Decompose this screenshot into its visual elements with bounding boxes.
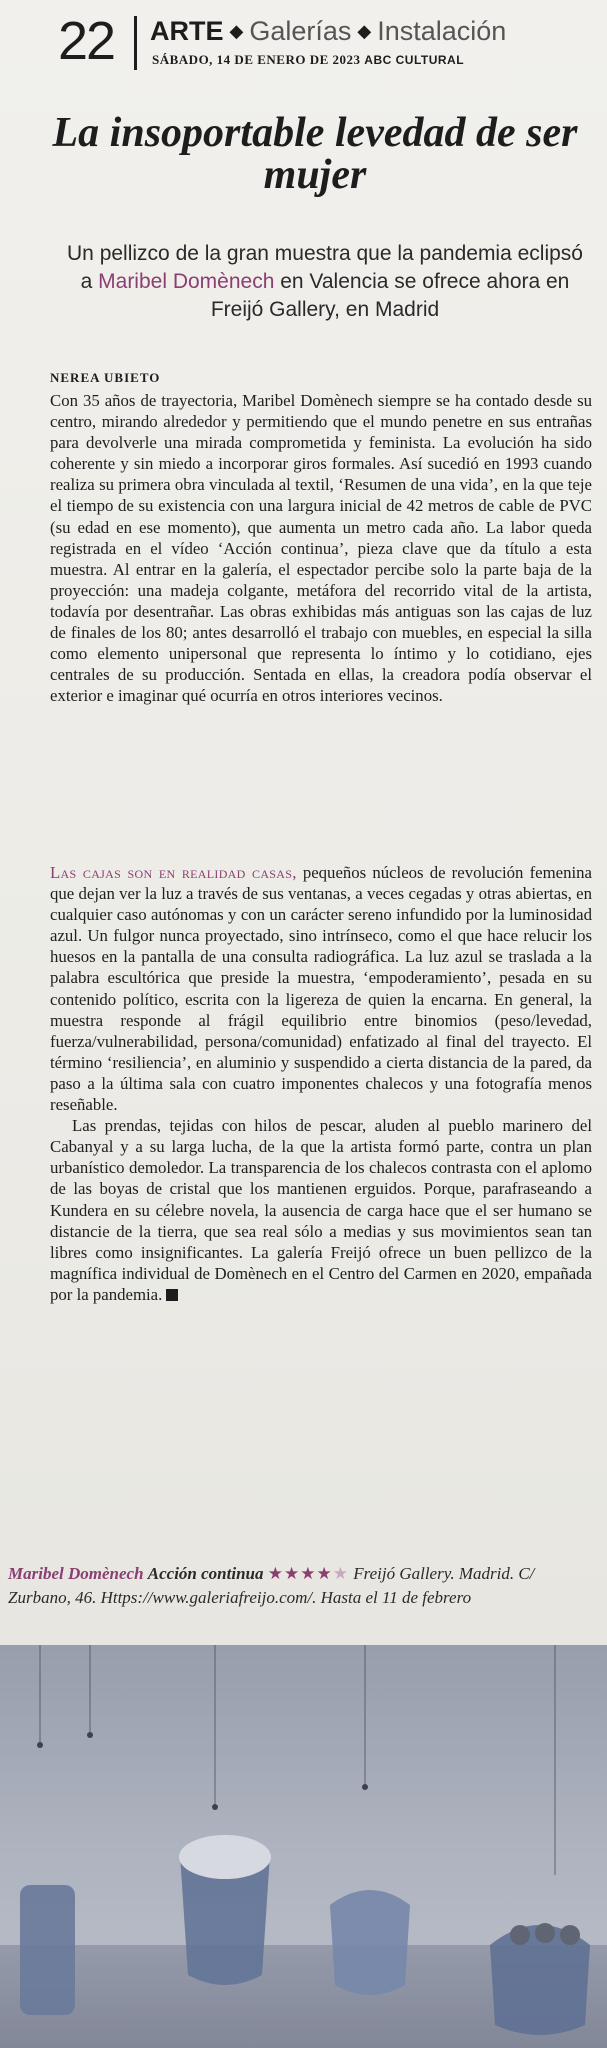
paragraph-body: Las prendas, tejidas con hilos de pescar, aluden al pueblo marinero del Cabanyal y a su larga lucha, de la que la artista formó parte, contra un plan urbanístico demoledor. La transparencia de los chalecos contrasta con el aplomo de las boyas de cristal que los mantienen erguidos. Porque, parafraseando a Kundera en su célebre novela, la ausencia de carga hace que el ser humano se distancie de la tierra, que sea real sólo a medias y sus movimientos sean tan libres como insignificantes. La galería Freijó ofrece un buen pellizco de la magnífica individual de Domènech en el Centro del Carmen en 2020, empañada por la pandemia. bbox=[50, 1116, 592, 1304]
exhibition-photo-icon bbox=[0, 1645, 607, 2048]
date-text: SÁBADO, 14 DE ENERO DE 2023 bbox=[152, 52, 361, 67]
subtitle-part-1: Un pellizco de la gran muestra que la pandemia eclipsó a bbox=[67, 242, 583, 293]
section-label: ARTE bbox=[150, 16, 224, 46]
section-labels bbox=[150, 16, 506, 46]
headline: La insoportable levedad de ser mujer bbox=[52, 110, 578, 198]
info-artist: Maribel Domènech bbox=[8, 1564, 144, 1583]
end-of-article-mark-icon bbox=[166, 1289, 178, 1301]
dateline bbox=[152, 52, 464, 68]
page-header bbox=[58, 12, 607, 74]
exhibition-info bbox=[8, 1562, 593, 1610]
info-details: Freijó Gallery. Madrid. C/ Zurbano, 46. Https://www.galeriafreijo.com/. Hasta el 11 de febrero bbox=[8, 1564, 535, 1607]
rating-star-off-icon: ★ bbox=[332, 1564, 349, 1583]
header-rule bbox=[134, 16, 137, 70]
paragraph-text bbox=[50, 862, 592, 1115]
diamond-separator-icon: ◆ bbox=[229, 21, 244, 41]
subsection-label-2: Instalación bbox=[377, 16, 507, 46]
paragraph-body: pequeños núcleos de revolución femenina que dejan ver la luz a través de sus ventanas, a veces cegadas y otras abiertas, en cualquier caso autónomas y con un carácter sereno infundido por la luminosidad azul. Un fulgor nunca proyectado, sino intrínseco, como el que hace relucir los huesos en la pantalla de una consulta radiográfica. La luz azul se traslada a la palabra escultórica que preside la muestra, ‘empoderamiento’, pesada en su contenido político, escrita con la ligereza de quien la encarna. En general, la muestra responde al frágil equilibrio entre binomios (peso/levedad, fuerza/vulnerabilidad, persona/comunidad) enfatizado al final del trayecto. El término ‘resiliencia’, en aluminio y suspendido a cierta distancia de la pared, da paso a la última sala con cuatro imponentes chalecos y una fotografía menos reseñable. bbox=[50, 863, 592, 1115]
diamond-separator-icon: ◆ bbox=[357, 21, 372, 41]
subtitle-artist-name: Maribel Domènech bbox=[98, 270, 275, 293]
rating-star-on-icon: ★★★★ bbox=[267, 1564, 333, 1583]
paragraph-text: Con 35 años de trayectoria, Maribel Domènech siempre se ha contado desde su centro, mirando alrededor y permitiendo que el mundo penetre en sus entrañas para devolverle una mirada comprometida y feminista. La evolución ha sido coherente y sin miedo a incorporar giros formales. Así sucedió en 1993 cuando realiza su primera obra vinculada al textil, ‘Resumen de una vida’, en la que teje el tiempo de su existencia con una largura inicial de 42 metros de cable de PVC (su edad en ese momento), que aumenta un metro cada año. La labor queda registrada en el vídeo ‘Acción continua’, pieza clave que da título a esta muestra. Al entrar en la galería, el espectador percibe solo la parte baja de la proyección: una madeja colgante, metáfora del recorrido vital de la artista, todavía por desentrañar. Las obras exhibidas más antiguas son las cajas de luz de finales de los 80; antes desarrolló el trabajo con muebles, en especial la silla como elemento unipersonal que representa lo íntimo y lo cotidiano, ejes centrales de su producción. Sentada en ellas, la creadora podía observar el exterior e imaginar qué ocurría en otros interiores vecinos. bbox=[50, 391, 592, 706]
subtitle bbox=[60, 240, 590, 324]
page-number: 22 bbox=[58, 11, 115, 71]
exhibition-photo bbox=[0, 1645, 607, 2048]
article-paragraph-3 bbox=[50, 1115, 592, 1305]
subtitle-part-2: en Valencia se ofrece ahora en Freijó Gallery, en Madrid bbox=[210, 270, 570, 321]
byline: NEREA UBIETO bbox=[50, 370, 161, 385]
supplement-name: ABC CULTURAL bbox=[364, 53, 465, 67]
rating-stars-icon bbox=[268, 1564, 349, 1583]
paragraph-lead-in: Las cajas son en realidad casas, bbox=[50, 863, 297, 882]
subsection-label-1: Galerías bbox=[249, 16, 352, 46]
article-paragraph-2 bbox=[50, 862, 592, 1305]
info-title: Acción continua bbox=[147, 1564, 264, 1583]
article-paragraph-1 bbox=[50, 390, 592, 706]
